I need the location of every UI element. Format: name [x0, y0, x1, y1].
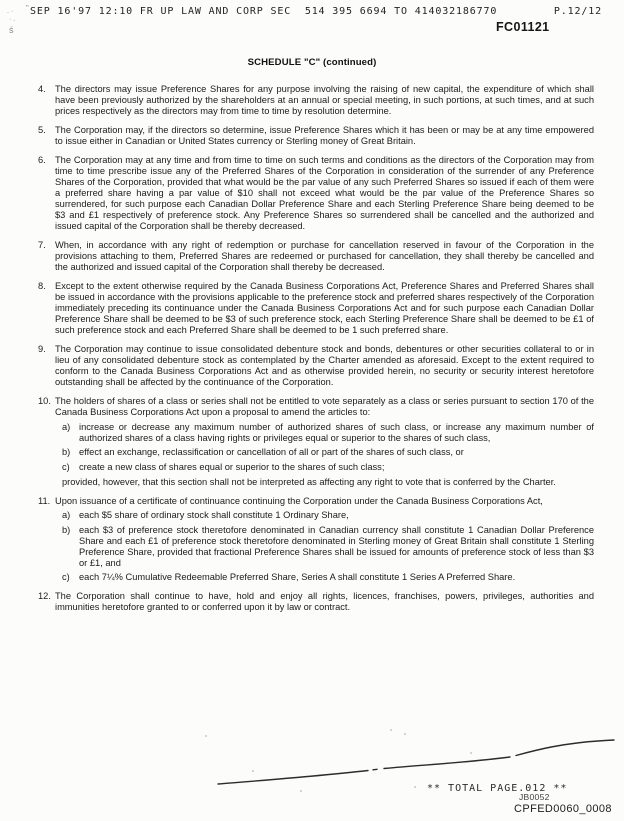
sub-item: [62, 422, 594, 444]
sub-item: [62, 462, 594, 473]
paragraph: [38, 240, 594, 273]
paragraph-number: 7.: [38, 240, 46, 250]
scan-speck: [404, 733, 406, 735]
sub-item-text: each $3 of preference stock theretofore denominated in Canadian currency shall constitute 1 Canadian Dollar Preference Share and each £1 of preference stock theretofore denominated in Sterling money of Great Britain shall constitute 1 Sterling Preference Share, provided that fractional Preference Shares shall be issued for amounts of preference stock of less than $3 or £1, and: [79, 524, 594, 568]
scan-speck: [205, 735, 207, 737]
paragraph: [38, 396, 594, 488]
paragraph-text: The Corporation shall continue to have, hold and enjoy all rights, licences, franchises, powers, privileges, authorities and immunities heretofore granted to or conferred upon it by law or contract.: [55, 591, 594, 612]
paragraph-number: 5.: [38, 125, 46, 135]
scan-speck: · .: [9, 16, 16, 23]
paragraph-number: 11.: [38, 495, 51, 506]
sub-item-text: effect an exchange, reclassification or cancellation of all or part of the shares of such class, or: [79, 447, 464, 457]
sub-item-text: create a new class of shares equal or superior to the shares of such class;: [79, 461, 385, 472]
fax-total-page-line: ** TOTAL PAGE.012 **: [427, 783, 568, 794]
paragraph-content: [55, 396, 594, 488]
sub-item: [62, 525, 594, 569]
paragraph-text: Except to the extent otherwise required by the Canada Business Corporations Act, Preference Shares and Preferred Shares shall be issued in accordance with the provisions applicable to the preference stock and preferred shares respectively of the Corporation immediately preceding its continuance under the Canada Business Corporations Act and for such purpose each Canadian Dollar Preference Share shall be deemed to be $3 of such preference stock, each Sterling Preference Share shall be deemed to be £1 of such preference stock and each Preferred Share shall be deemed to be 1 such preferred share.: [55, 281, 594, 335]
document-body: [38, 84, 594, 621]
paragraph: [38, 155, 594, 232]
paragraph-text: Upon issuance of a certificate of continuance continuing the Corporation under the Canada Business Corporations Act,: [55, 495, 543, 506]
sub-item-text: increase or decrease any maximum number of authorized shares of such class, or increase any maximum number of authorized shares of a class having rights or privileges equal or superior to the shares of such class,: [79, 421, 594, 443]
scan-speck: . ·: [7, 8, 14, 15]
paragraph: [38, 591, 594, 613]
paragraph-number: 10.: [38, 396, 51, 406]
sub-item-text: each $5 share of ordinary stock shall constitute 1 Ordinary Share,: [79, 510, 349, 520]
paragraph-text: The Corporation may, if the directors so determine, issue Preference Shares which it has been or may be at any time empowered to issue either in Canadian or United States currency or Sterling money of Great Britain.: [55, 125, 594, 146]
sub-item-letter: b): [62, 524, 71, 535]
paragraph-content: [55, 344, 594, 388]
sub-item-letter: a): [62, 421, 71, 432]
scan-speck: [414, 786, 416, 788]
paragraph-number: 4.: [38, 84, 46, 94]
footer-document-id: CPFED0060_0008: [514, 803, 612, 815]
sub-item-letter: a): [62, 510, 71, 520]
paragraph-text: The Corporation may continue to issue consolidated debenture stock and bonds, debentures or other securities collateral to or in lieu of any consolidated debenture stock as contemplated by the Charter amended as aforesaid. Except to the extent required to conform to the Canada Business Corporations Act and as otherwise provided herein, no security or security interest heretofore outstanding shall be affected by the continuance of the Corporation.: [55, 344, 594, 387]
paragraph-text: The holders of shares of a class or series shall not be entitled to vote separately as a class or series pursuant to section 170 of the Canada Business Corporations Act upon a proposal to amend the articles to:: [55, 396, 594, 417]
paragraph-content: [55, 281, 594, 336]
paragraph-text: When, in accordance with any right of redemption or purchase for cancellation reserved in favour of the Corporation in the provisions attaching to them, Preferred Shares are redeemed or purchased for cancellation, they shall thereby be cancelled and the authorized and issued capital of the Corporation shall thereby be decreased.: [55, 240, 594, 272]
paragraph-proviso: provided, however, that this section shall not be interpreted as affecting any right to vote that is conferred by the Charter.: [62, 476, 556, 487]
page-title: SCHEDULE "C" (continued): [247, 57, 377, 68]
scan-speck: [470, 752, 472, 754]
fax-header: [30, 6, 602, 17]
paragraph-content: [55, 125, 594, 147]
paragraph: [38, 344, 594, 388]
paragraph-content: [55, 240, 594, 273]
sub-item-letter: c): [62, 572, 70, 582]
footer-stamp: JB0052: [519, 792, 550, 802]
document-code-stamp: FC01121: [496, 20, 550, 34]
scan-speck: [390, 729, 392, 731]
scan-speck: [252, 770, 254, 772]
sub-item-text: each 7¼% Cumulative Redeemable Preferred Share, Series A shall constitute 1 Series A Preferred Share.: [79, 572, 516, 582]
paragraph-content: [55, 591, 594, 613]
scan-speck: [300, 790, 302, 792]
scan-speck: ”: [26, 4, 29, 13]
paragraph-number: 12.: [38, 591, 51, 601]
paragraph-content: [55, 84, 594, 117]
paragraph: [38, 84, 594, 117]
paragraph-number: 6.: [38, 155, 46, 165]
fax-transmission-line: SEP 16'97 12:10 FR UP LAW AND CORP SEC 514 395 6694 TO 414032186770: [30, 6, 498, 17]
paragraph-text: The directors may issue Preference Shares for any purpose involving the raising of new capital, the expenditure of which shall have been previously authorized by the shareholders at an annual or special meeting, in such portions, at such times, and at such prices respectively as the directors may from time to time by resolution determine.: [55, 84, 594, 116]
paragraph: [38, 281, 594, 336]
fax-page-indicator: P.12/12: [553, 6, 602, 17]
sub-item: [62, 510, 594, 521]
paragraph-text: The Corporation may at any time and from time to time on such terms and conditions as the directors of the Corporation may from time to time prescribe issue any of the Preferred Shares of the Corporation in consideration of the surrender of any Preference Shares of the Corporation, provided that what would be the par value of any such Preferred Shares so issued if each of them were a preferred share having a par value of $10 shall not exceed what would be the par value of the Preference Shares so surrendered, for such purpose each Canadian Dollar Preference Share and each Sterling Preference Share being deemed to be $3 and £1 respectively of preference stock. Any Preference Shares so surrendered shall be cancelled and the authorized and issued capital of the Corporation shall be thereby decreased.: [55, 155, 594, 231]
paragraph-content: [55, 496, 594, 584]
paragraph: [38, 496, 594, 584]
scan-speck: ś: [9, 25, 14, 35]
paragraph-number: 8.: [38, 281, 46, 291]
paragraph-number: 9.: [38, 344, 46, 354]
sub-item: [62, 572, 594, 583]
paragraph-content: [55, 155, 594, 232]
paragraph: [38, 125, 594, 147]
sub-item-letter: c): [62, 461, 70, 472]
sub-item-letter: b): [62, 447, 71, 457]
sub-item: [62, 447, 594, 458]
